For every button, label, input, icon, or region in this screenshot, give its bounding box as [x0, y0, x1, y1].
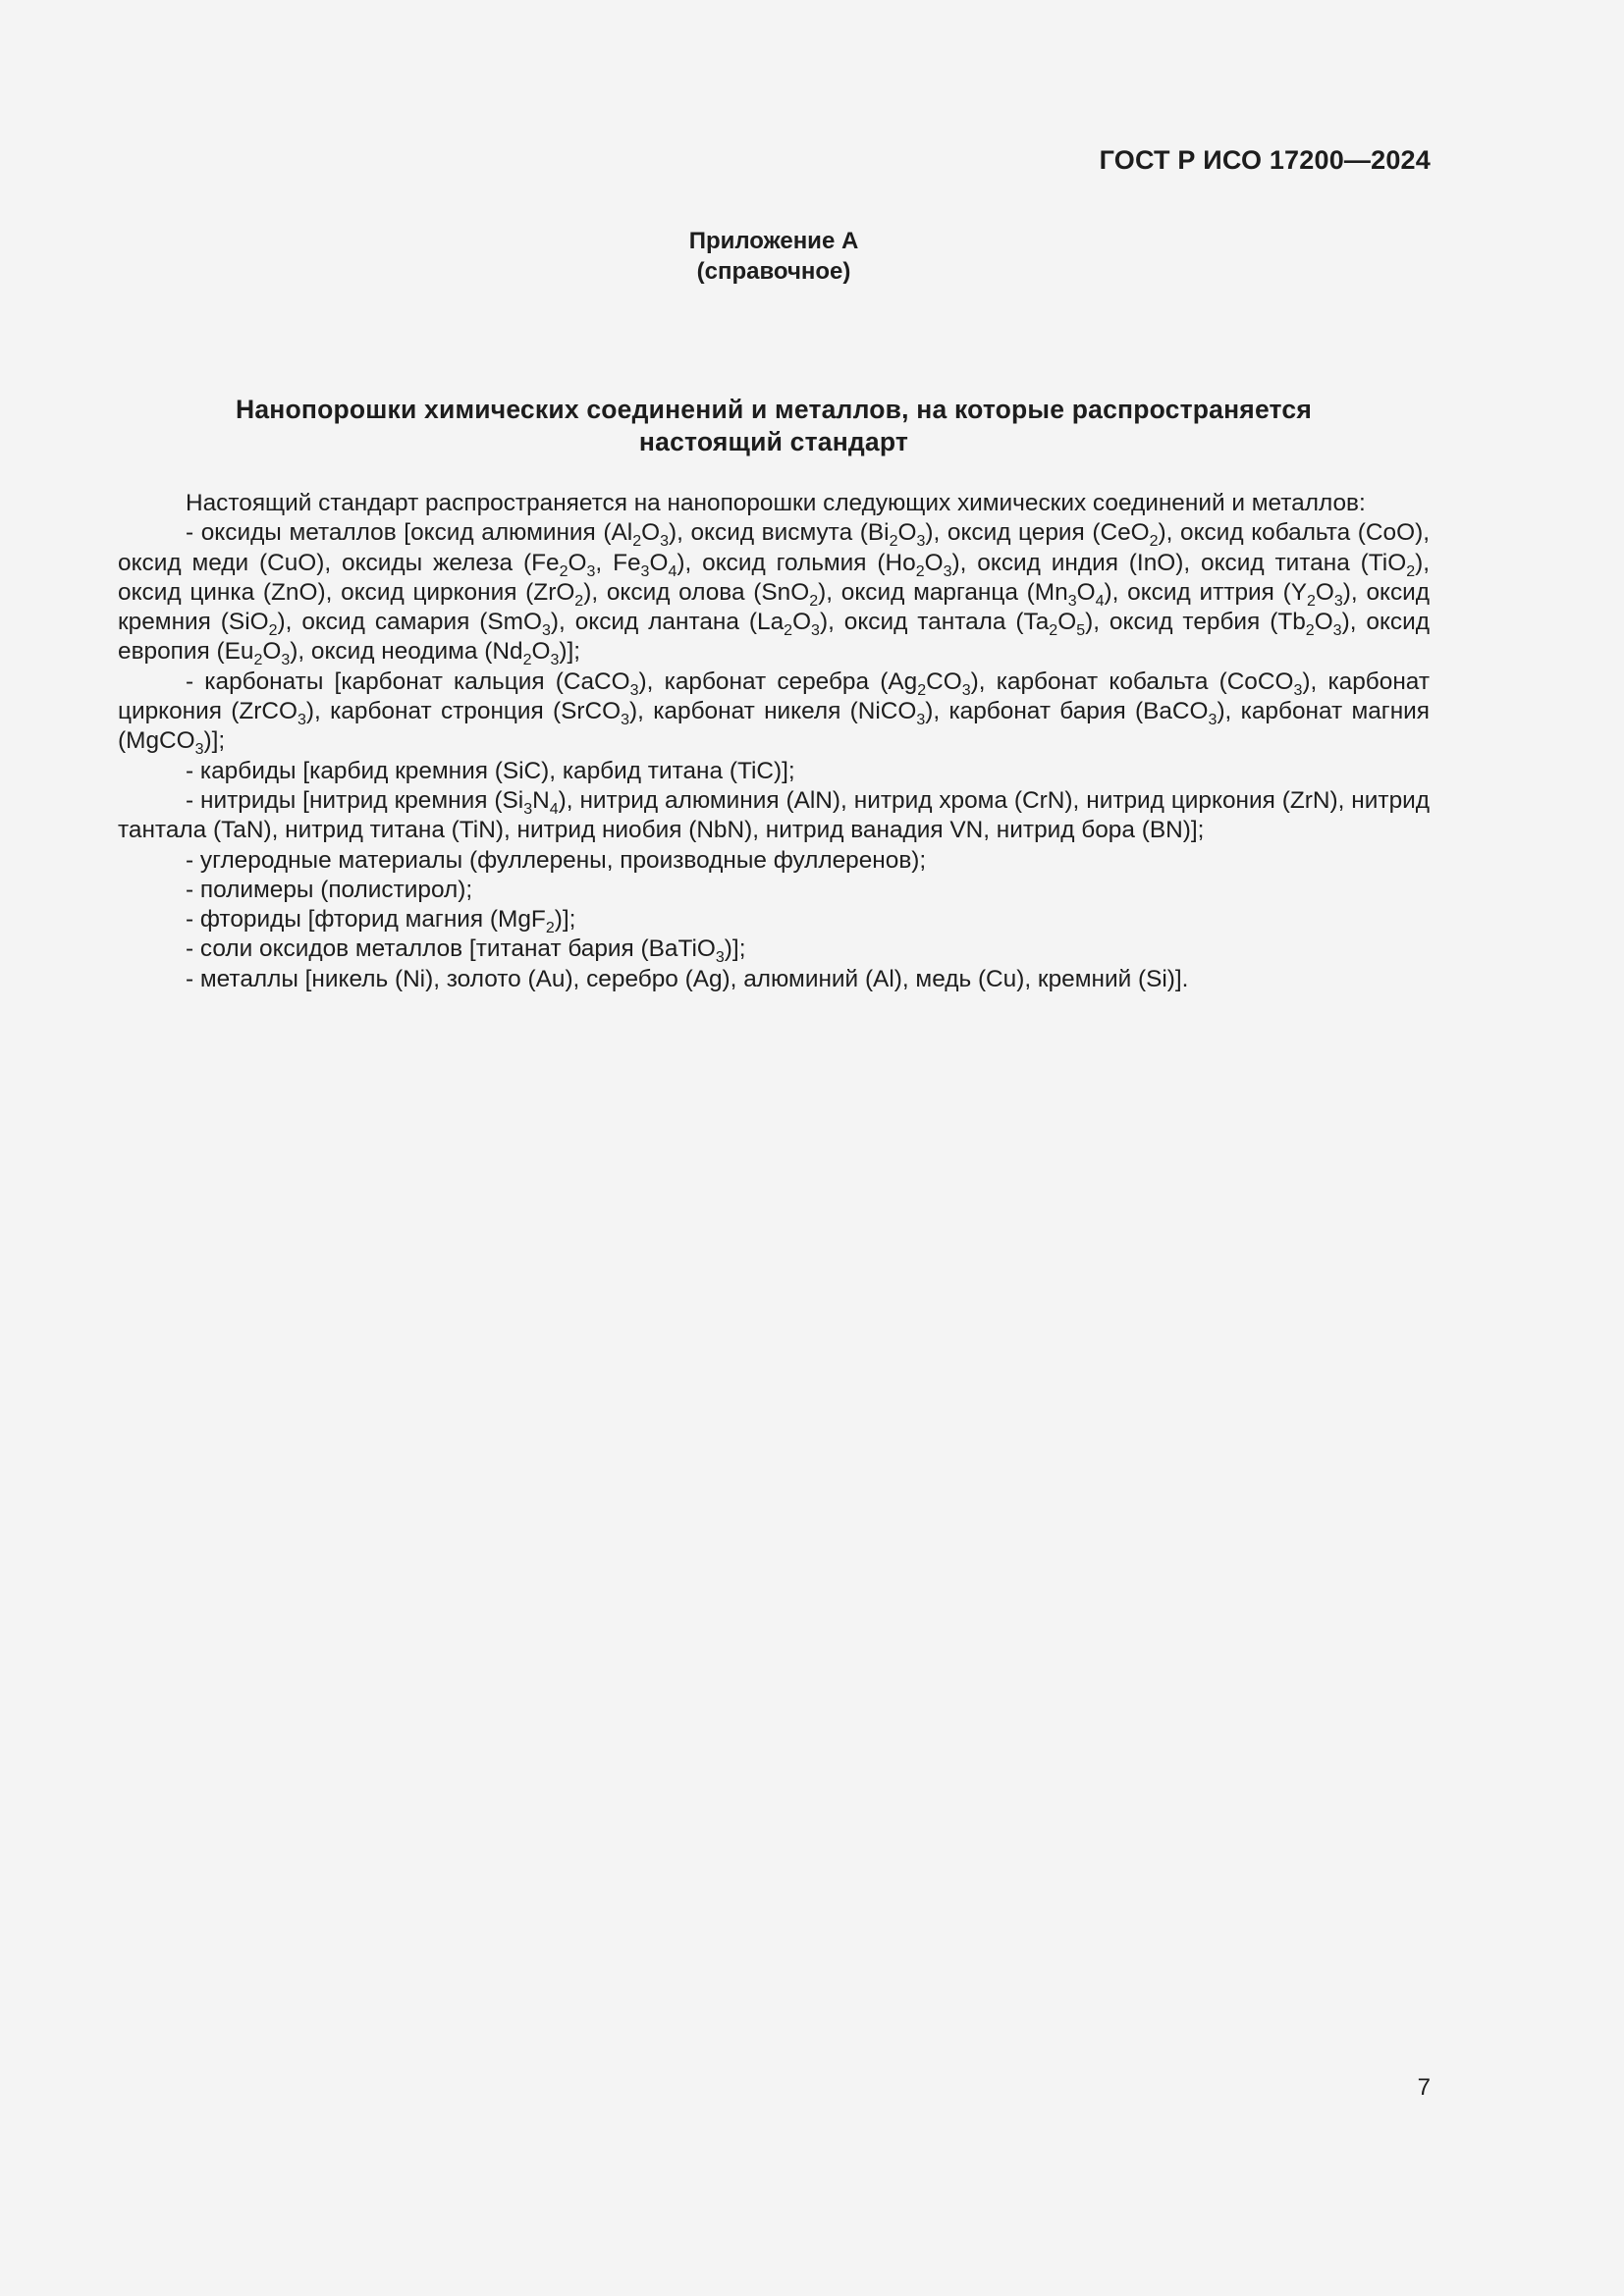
- subscript: 3: [916, 712, 926, 729]
- text-run: )];: [559, 638, 581, 666]
- text-run: O: [641, 519, 661, 547]
- subscript: 3: [523, 800, 533, 818]
- subscript: 2: [1149, 533, 1159, 551]
- text-run: ), оксид гольмия (Ho: [677, 549, 916, 576]
- text-run: ), карбонат стронция (SrCO: [305, 698, 622, 725]
- text-run: O: [1314, 609, 1333, 636]
- text-run: - оксиды металлов [оксид алюминия (Al: [186, 519, 633, 547]
- subscript: 2: [559, 562, 568, 580]
- text-run: ), карбонат магния (MgCO: [118, 698, 1431, 755]
- subscript: 3: [1293, 681, 1303, 699]
- text-run: O: [792, 609, 812, 636]
- subscript: 2: [784, 622, 793, 640]
- text-run: )];: [554, 906, 576, 934]
- text-run: ), оксид самария (SmO: [277, 609, 542, 636]
- subscript: 3: [586, 562, 596, 580]
- subscript: 3: [1333, 592, 1343, 610]
- text-run: ), карбонат серебра (Ag: [638, 667, 918, 695]
- text-run: O: [897, 519, 917, 547]
- subscript: 3: [660, 533, 669, 551]
- text-run: ), оксид тантала (Ta: [819, 609, 1050, 636]
- list-item-oxide-salts: [118, 934, 1430, 967]
- text-run: N: [532, 786, 550, 814]
- text-run: ), оксид неодима (Nd: [290, 638, 523, 666]
- text-run: O: [649, 549, 669, 576]
- subscript: 3: [550, 652, 560, 669]
- text-run: - соли оксидов металлов [титанат бария (BaTiO: [186, 935, 716, 963]
- annex-title-line-2: настоящий стандарт: [638, 427, 909, 456]
- text-run: - нитриды [нитрид кремния (Si: [186, 786, 524, 814]
- subscript: 2: [574, 592, 584, 610]
- subscript: 3: [194, 741, 204, 759]
- list-item-carbonates: [118, 667, 1430, 757]
- subscript: 3: [640, 562, 650, 580]
- list-item-polymers: - полимеры (полистирол);: [186, 876, 473, 903]
- list-item-carbon-materials: - углеродные материалы (фуллерены, производные фуллеренов);: [186, 846, 927, 874]
- subscript: 2: [522, 652, 532, 669]
- subscript: 3: [1332, 622, 1342, 640]
- subscript: 3: [621, 712, 630, 729]
- text-run: ), карбонат циркония (ZrCO: [118, 667, 1430, 725]
- subscript: 4: [549, 800, 559, 818]
- subscript: 2: [1307, 592, 1316, 610]
- text-run: ), оксид индия (InO), оксид титана (TiO: [951, 549, 1407, 576]
- text-run: )];: [724, 935, 746, 963]
- text-run: ), карбонат никеля (NiCO: [629, 698, 917, 725]
- subscript: 2: [1049, 622, 1058, 640]
- subscript: 3: [298, 712, 306, 729]
- subscript: 2: [1406, 562, 1416, 580]
- subscript: 3: [1067, 592, 1077, 610]
- text-run: O: [1315, 578, 1334, 606]
- subscript: 2: [268, 622, 278, 640]
- annex-label: Приложение А: [688, 228, 859, 254]
- subscript: 3: [811, 622, 820, 640]
- list-item-nitrides: [118, 786, 1430, 846]
- subscript: 3: [541, 622, 551, 640]
- text-run: O: [531, 638, 551, 666]
- text-run: CO: [926, 667, 962, 695]
- subscript: 4: [668, 562, 677, 580]
- intro-paragraph: Настоящий стандарт распространяется на нанопорошки следующих химических соединений и металлов:: [186, 490, 1366, 516]
- text-run: ), нитрид алюминия (AlN), нитрид хрома (CrN), нитрид циркония (ZrN), нитрид тантала (TaN), нитрид титана (TiN), нитрид ниобия (NbN), нитрид ванадия VN, нитрид бора (BN)];: [118, 786, 1430, 844]
- subscript: 3: [916, 533, 926, 551]
- text-run: ), оксид цинка (ZnO), оксид циркония (ZrO: [118, 549, 1430, 606]
- text-run: )];: [203, 727, 226, 755]
- text-run: ), оксид кремния (SiO: [118, 578, 1431, 636]
- text-run: ), оксид кобальта (CoO), оксид меди (CuO), оксиды железа (Fe: [118, 519, 1430, 576]
- list-item-carbides: - карбиды [карбид кремния (SiC), карбид титана (TiC)];: [186, 757, 795, 784]
- subscript: 3: [715, 949, 725, 967]
- subscript: 2: [545, 920, 555, 937]
- annex-type: (справочное): [696, 258, 851, 285]
- text-run: ), оксид висмута (Bi: [668, 519, 890, 547]
- text-run: O: [1057, 609, 1077, 636]
- subscript: 4: [1095, 592, 1105, 610]
- text-run: ), карбонат кобальта (CoCO: [970, 667, 1294, 695]
- subscript: 2: [889, 533, 898, 551]
- subscript: 2: [1305, 622, 1315, 640]
- text-run: ), оксид иттрия (Y: [1104, 578, 1307, 606]
- subscript: 2: [915, 562, 925, 580]
- text-run: O: [924, 549, 944, 576]
- text-run: ), оксид тербия (Tb: [1085, 609, 1306, 636]
- list-item-metals: - металлы [никель (Ni), золото (Au), серебро (Ag), алюминий (Al), медь (Cu), кремний (Si)].: [186, 965, 1189, 992]
- annex-title: [118, 394, 1430, 458]
- text-run: O: [1076, 578, 1096, 606]
- subscript: 3: [961, 681, 971, 699]
- subscript: 2: [253, 652, 263, 669]
- text-run: ), оксид олова (SnO: [583, 578, 810, 606]
- subscript: 5: [1076, 622, 1086, 640]
- text-run: O: [262, 638, 282, 666]
- subscript: 2: [632, 533, 642, 551]
- text-run: ), оксид лантана (La: [550, 609, 785, 636]
- text-run: O: [568, 549, 587, 576]
- text-run: , Fe: [595, 549, 641, 576]
- list-item-oxides: [118, 518, 1430, 667]
- text-run: - карбонаты [карбонат кальция (CaCO: [186, 667, 630, 695]
- text-run: ), оксид европия (Eu: [118, 609, 1430, 666]
- text-run: - фториды [фторид магния (MgF: [186, 906, 546, 934]
- text-run: ), оксид церия (CeO: [925, 519, 1150, 547]
- subscript: 3: [1208, 712, 1218, 729]
- subscript: 3: [281, 652, 291, 669]
- document-code: ГОСТ Р ИСО 17200—2024: [1099, 145, 1431, 175]
- subscript: 2: [917, 681, 927, 699]
- text-run: ), оксид марганца (Mn: [818, 578, 1068, 606]
- text-run: ), карбонат бария (BaCO: [925, 698, 1209, 725]
- page-number: 7: [1417, 2074, 1431, 2101]
- list-item-fluorides: [118, 905, 1430, 937]
- annex-title-line-1: Нанопорошки химических соединений и металлов, на которые распространяется: [236, 395, 1312, 424]
- annex-heading: [0, 226, 1547, 287]
- body-text: [118, 489, 1430, 994]
- subscript: 2: [809, 592, 819, 610]
- subscript: 3: [629, 681, 639, 699]
- subscript: 3: [943, 562, 952, 580]
